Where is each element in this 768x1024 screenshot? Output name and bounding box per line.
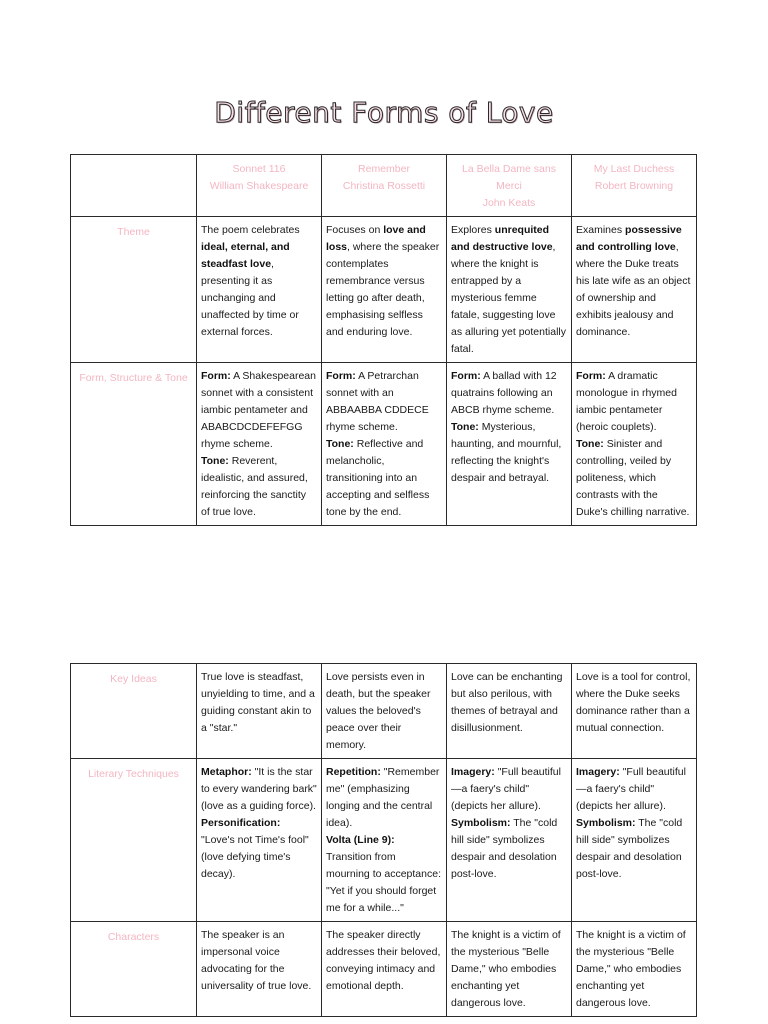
- cell-text: The speaker directly addresses their beloved, conveying intimacy and emotional depth.: [326, 929, 441, 992]
- cell-text: Love is a tool for control, where the Duke seeks dominance rather than a mutual connection.: [576, 671, 691, 734]
- cell-emphasis: unrequited and destructive love: [451, 224, 553, 253]
- cell-text: Love persists even in death, but the speaker values the beloved's peace over their memory.: [326, 671, 431, 751]
- cell-emphasis: Metaphor:: [201, 766, 252, 778]
- cell-emphasis: love and loss: [326, 224, 426, 253]
- cell-text: Focuses on: [326, 224, 384, 236]
- header-empty-cell: [71, 155, 197, 217]
- cell-text: A dramatic monologue in rhymed iambic pentameter (heroic couplets).: [576, 370, 677, 433]
- poem-header-my-last-duchess: [572, 155, 697, 217]
- cell-emphasis: Symbolism:: [451, 817, 511, 829]
- cell-emphasis: Form:: [326, 370, 356, 382]
- table-cell: [572, 363, 697, 526]
- page-title: Different Forms of Love: [214, 96, 554, 129]
- table-cell: [572, 922, 697, 1017]
- table-cell: [197, 363, 322, 526]
- cell-emphasis: Form:: [576, 370, 606, 382]
- table-cell: [447, 922, 572, 1017]
- table-header-row: [71, 155, 697, 217]
- table-row-theme: [71, 217, 697, 363]
- row-label: Theme: [71, 217, 197, 363]
- poem-title: La Bella Dame sans Merci: [462, 163, 556, 192]
- table-row-key-ideas: [71, 664, 697, 759]
- table-cell: [447, 363, 572, 526]
- poem-author: John Keats: [482, 197, 536, 209]
- cell-text: A Petrarchan sonnet with an ABBAABBA CDDECE rhyme scheme.: [326, 370, 429, 433]
- table-cell: [322, 363, 447, 526]
- cell-emphasis: Personification:: [201, 817, 281, 829]
- row-label: Key Ideas: [71, 664, 197, 759]
- cell-text: The speaker is an impersonal voice advocating for the universality of true love.: [201, 929, 312, 992]
- table-cell: [572, 759, 697, 922]
- cell-text: "Full beautiful—a faery's child" (depicts her allure).: [451, 766, 561, 812]
- cell-text: "Full beautiful—a faery's child" (depicts her allure).: [576, 766, 686, 812]
- cell-emphasis: Volta (Line 9):: [326, 834, 395, 846]
- cell-text: Love can be enchanting but also perilous, with themes of betrayal and disillusionment.: [451, 671, 563, 734]
- cell-text: Reverent, idealistic, and assured, reinforcing the sanctity of true love.: [201, 455, 308, 518]
- cell-text: The knight is a victim of the mysterious "Belle Dame," who embodies enchanting yet dangerous love.: [451, 929, 561, 1009]
- cell-text: Transition from mourning to acceptance: "Yet if you should forget me for a while...": [326, 851, 441, 914]
- cell-text: A Shakespearean sonnet with a consistent iambic pentameter and ABABCDCDEFEFGG rhyme scheme.: [201, 370, 316, 450]
- table-cell: [197, 759, 322, 922]
- comparison-table-part-2: [70, 663, 697, 1017]
- cell-text: The "cold hill side" symbolizes despair and desolation post-love.: [451, 817, 558, 880]
- poem-header-la-bella-dame: [447, 155, 572, 217]
- table-cell: [197, 217, 322, 363]
- cell-emphasis: Tone:: [326, 438, 354, 450]
- row-label: Characters: [71, 922, 197, 1017]
- cell-emphasis: Imagery:: [451, 766, 495, 778]
- poem-title: Sonnet 116: [232, 163, 286, 175]
- table-cell: [197, 922, 322, 1017]
- table-cell: [322, 217, 447, 363]
- cell-text: The "cold hill side" symbolizes despair and desolation post-love.: [576, 817, 683, 880]
- row-label: Literary Techniques: [71, 759, 197, 922]
- cell-text: Mysterious, haunting, and mournful, reflecting the knight's despair and betrayal.: [451, 421, 562, 484]
- table-row-literary-techniques: [71, 759, 697, 922]
- table-row-form-structure-tone: [71, 363, 697, 526]
- table-cell: [197, 664, 322, 759]
- cell-text: , where the speaker contemplates remembrance versus letting go after death, emphasising selfless and enduring love.: [326, 241, 440, 338]
- cell-emphasis: Tone:: [576, 438, 604, 450]
- cell-text: Explores: [451, 224, 495, 236]
- cell-emphasis: Form:: [451, 370, 481, 382]
- cell-emphasis: Tone:: [201, 455, 229, 467]
- table-row-characters: [71, 922, 697, 1017]
- cell-emphasis: Imagery:: [576, 766, 620, 778]
- cell-text: Examines: [576, 224, 626, 236]
- table-cell: [572, 217, 697, 363]
- poem-author: William Shakespeare: [209, 180, 309, 192]
- cell-text: "Remember me" (emphasizing longing and the central idea).: [326, 766, 440, 829]
- poem-header-sonnet-116: [197, 155, 322, 217]
- cell-emphasis: Repetition:: [326, 766, 381, 778]
- cell-text: , where the knight is entrapped by a mysterious femme fatale, suggesting love as alluring yet potentially fatal.: [451, 241, 566, 355]
- table-cell: [447, 217, 572, 363]
- cell-emphasis: Symbolism:: [576, 817, 636, 829]
- table-cell: [447, 759, 572, 922]
- cell-emphasis: ideal, eternal, and steadfast love: [201, 241, 290, 270]
- comparison-table-part-1: [70, 154, 697, 526]
- cell-text: The knight is a victim of the mysterious "Belle Dame," who embodies enchanting yet dangerous love.: [576, 929, 686, 1009]
- cell-text: The poem celebrates: [201, 224, 300, 236]
- cell-text: "Love's not Time's fool" (love defying time's decay).: [201, 834, 309, 880]
- cell-text: Sinister and controlling, veiled by politeness, which contrasts with the Duke's chilling narrative.: [576, 438, 690, 518]
- table-cell: [322, 922, 447, 1017]
- table-cell: [572, 664, 697, 759]
- cell-emphasis: possessive and controlling love: [576, 224, 682, 253]
- table-cell: [447, 664, 572, 759]
- table-cell: [322, 664, 447, 759]
- row-label: Form, Structure & Tone: [71, 363, 197, 526]
- cell-text: A ballad with 12 quatrains following an ABCB rhyme scheme.: [451, 370, 557, 416]
- cell-text: , where the Duke treats his late wife as an object of ownership and exhibits jealousy and dominance.: [576, 241, 691, 338]
- cell-text: "It is the star to every wandering bark" (love as a guiding force).: [201, 766, 317, 812]
- cell-text: Reflective and melancholic, transitioning into an accepting and selfless tone by the end.: [326, 438, 430, 518]
- poem-title: Remember: [358, 163, 410, 175]
- poem-author: Christina Rossetti: [342, 180, 426, 192]
- cell-emphasis: Tone:: [451, 421, 479, 433]
- poem-header-remember: [322, 155, 447, 217]
- cell-text: , presenting it as unchanging and unaffected by time or external forces.: [201, 258, 299, 338]
- cell-emphasis: Form:: [201, 370, 231, 382]
- poem-author: Robert Browning: [594, 180, 674, 192]
- cell-text: True love is steadfast, unyielding to time, and a guiding constant akin to a "star.": [201, 671, 315, 734]
- poem-title: My Last Duchess: [593, 163, 675, 175]
- table-cell: [322, 759, 447, 922]
